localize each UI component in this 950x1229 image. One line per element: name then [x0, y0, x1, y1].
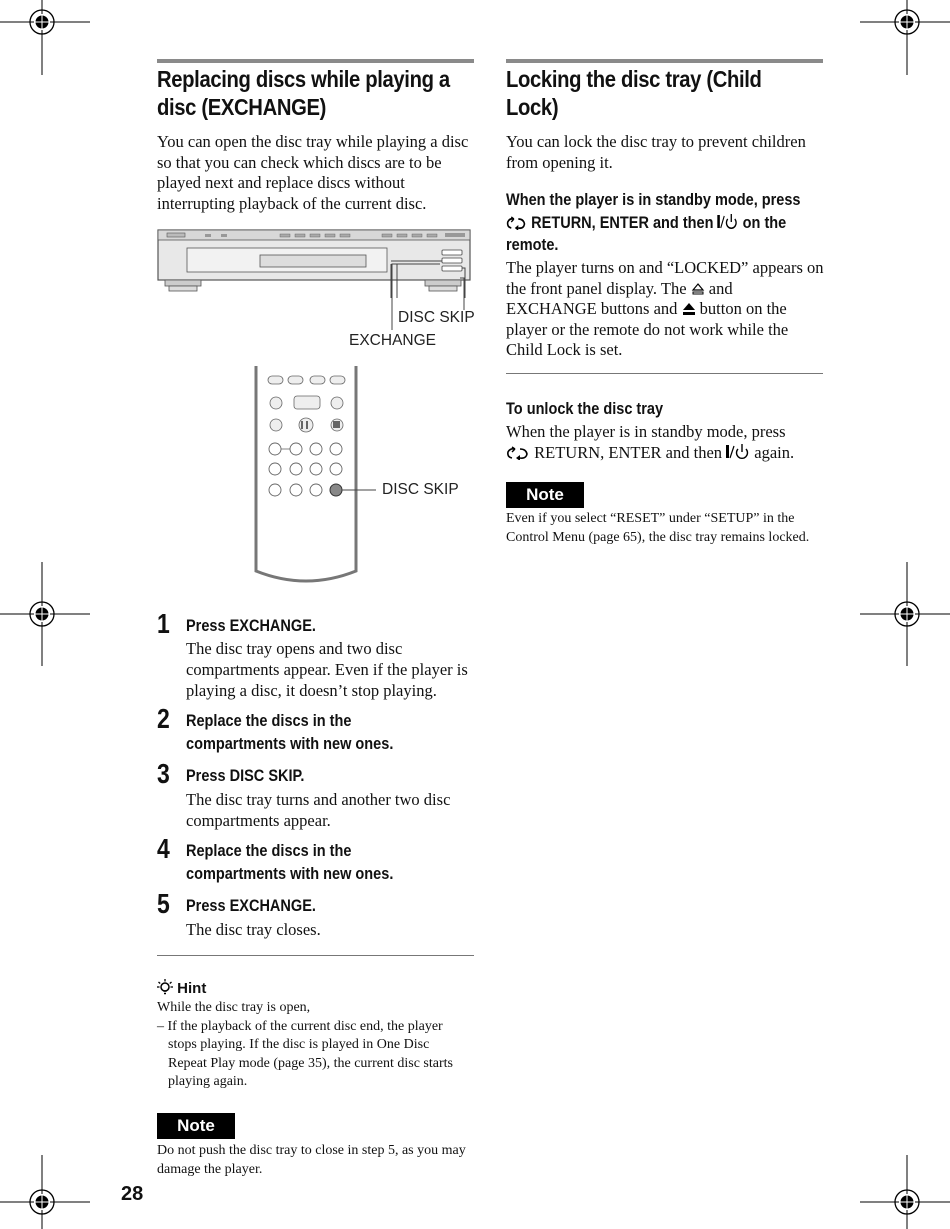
step-4-heading-line1: Replace the discs in the: [186, 842, 352, 860]
step-2-number: 2: [157, 703, 170, 734]
step-4-heading: [186, 840, 393, 886]
hint-lead: While the disc tray is open,: [157, 1000, 311, 1015]
step-1-heading: Press EXCHANGE.: [186, 617, 316, 635]
right-result-part3: button on the player or the remote do not work while the Child Lock is set.: [506, 299, 789, 359]
right-instruction-line2-a: RETURN, ENTER and then: [531, 213, 714, 232]
hint-item: – If the playback of the current disc end, the player: [157, 1019, 443, 1034]
right-instruction-line3: remote.: [506, 236, 559, 254]
hint-label: Hint: [177, 980, 207, 997]
page-number: 28: [121, 1183, 144, 1205]
open-close-outline-icon: [691, 282, 705, 296]
eject-icon: [682, 302, 696, 316]
registration-mark-top-left: [0, 0, 90, 80]
right-result-part2: and EXCHANGE buttons and: [506, 278, 733, 318]
left-title-rule: [157, 59, 474, 63]
right-result-part1: The player turns on and “LOCKED” appears on the front panel display. The: [506, 258, 824, 298]
step-5-heading: Press EXCHANGE.: [186, 897, 316, 915]
return-icon: [506, 216, 527, 230]
right-note-label: Note: [506, 482, 584, 508]
right-intro: You can lock the disc tray to prevent children from opening it.: [506, 132, 806, 172]
registration-mark-bottom-right: [860, 1150, 950, 1229]
callout-disc-skip-remote: DISC SKIP: [382, 481, 459, 498]
step-3-number: 3: [157, 758, 170, 789]
left-note-text: Do not push the disc tray to close in step 5, as you may damage the player.: [157, 1143, 466, 1177]
right-note-text: Even if you select “RESET” under “SETUP” in the Control Menu (page 65), the disc tray remains locked.: [506, 511, 810, 545]
right-instruction: [506, 189, 827, 257]
right-instruction-line1: When the player is in standby mode, press: [506, 191, 801, 209]
left-note-label: Note: [157, 1113, 235, 1139]
right-title-line2: Lock): [506, 94, 559, 120]
hint-item-continued: stops playing. If the disc is played in One Disc Repeat Play mode (page 35), the current disc starts playing again.: [168, 1037, 453, 1089]
step-4-number: 4: [157, 833, 170, 864]
right-title-line1: Locking the disc tray (Child: [506, 66, 762, 92]
step-2-heading-line1: Replace the discs in the: [186, 712, 352, 730]
left-section-title: [157, 65, 474, 121]
step-5-body: The disc tray closes.: [186, 920, 321, 939]
left-title-line2: disc (EXCHANGE): [157, 94, 327, 120]
unlock-line1: When the player is in standby mode, press: [506, 422, 786, 441]
hint-heading: [157, 979, 206, 997]
callout-exchange: EXCHANGE: [349, 332, 436, 349]
step-1-body: The disc tray opens and two disc compartments appear. Even if the player is playing a disc, it doesn’t stop playing.: [186, 639, 468, 700]
right-divider: [506, 373, 823, 374]
power-icon: [718, 214, 739, 230]
left-hint-divider: [157, 955, 474, 956]
step-1-number: 1: [157, 608, 170, 639]
step-4-heading-line2: compartments with new ones.: [186, 865, 394, 883]
right-result: [506, 258, 826, 361]
right-title-rule: [506, 59, 823, 63]
unlock-line2-a: RETURN, ENTER and then: [534, 442, 723, 462]
registration-mark-bottom-left: [0, 1150, 90, 1229]
right-instruction-line2: [506, 212, 827, 235]
step-3-body: The disc tray turns and another two disc compartments appear.: [186, 790, 451, 830]
lightbulb-icon: [157, 979, 173, 996]
left-intro: You can open the disc tray while playing a disc so that you can check which discs are to be played next and replace discs without interrupting playback of the current disc.: [157, 132, 469, 213]
right-instruction-line2-b: on the: [742, 213, 787, 232]
registration-mark-mid-left: [0, 562, 90, 666]
return-icon: [506, 446, 530, 460]
remote-callout-line: [340, 484, 380, 496]
step-3-heading: Press DISC SKIP.: [186, 767, 305, 785]
step-5-number: 5: [157, 888, 170, 919]
unlock-line2: [506, 443, 836, 464]
left-title-line1: Replacing discs while playing a: [157, 66, 450, 92]
callout-disc-skip-player: DISC SKIP: [398, 309, 475, 326]
right-section-title: [506, 65, 823, 121]
registration-mark-top-right: [860, 0, 950, 80]
unlock-heading: To unlock the disc tray: [506, 400, 664, 418]
step-2-heading: [186, 710, 393, 756]
step-2-heading-line2: compartments with new ones.: [186, 735, 394, 753]
unlock-line2-b: again.: [754, 442, 795, 462]
registration-mark-mid-right: [860, 562, 950, 666]
remote-control-illustration: [250, 366, 366, 592]
power-icon: [726, 444, 750, 460]
unlock-text: [506, 422, 836, 463]
